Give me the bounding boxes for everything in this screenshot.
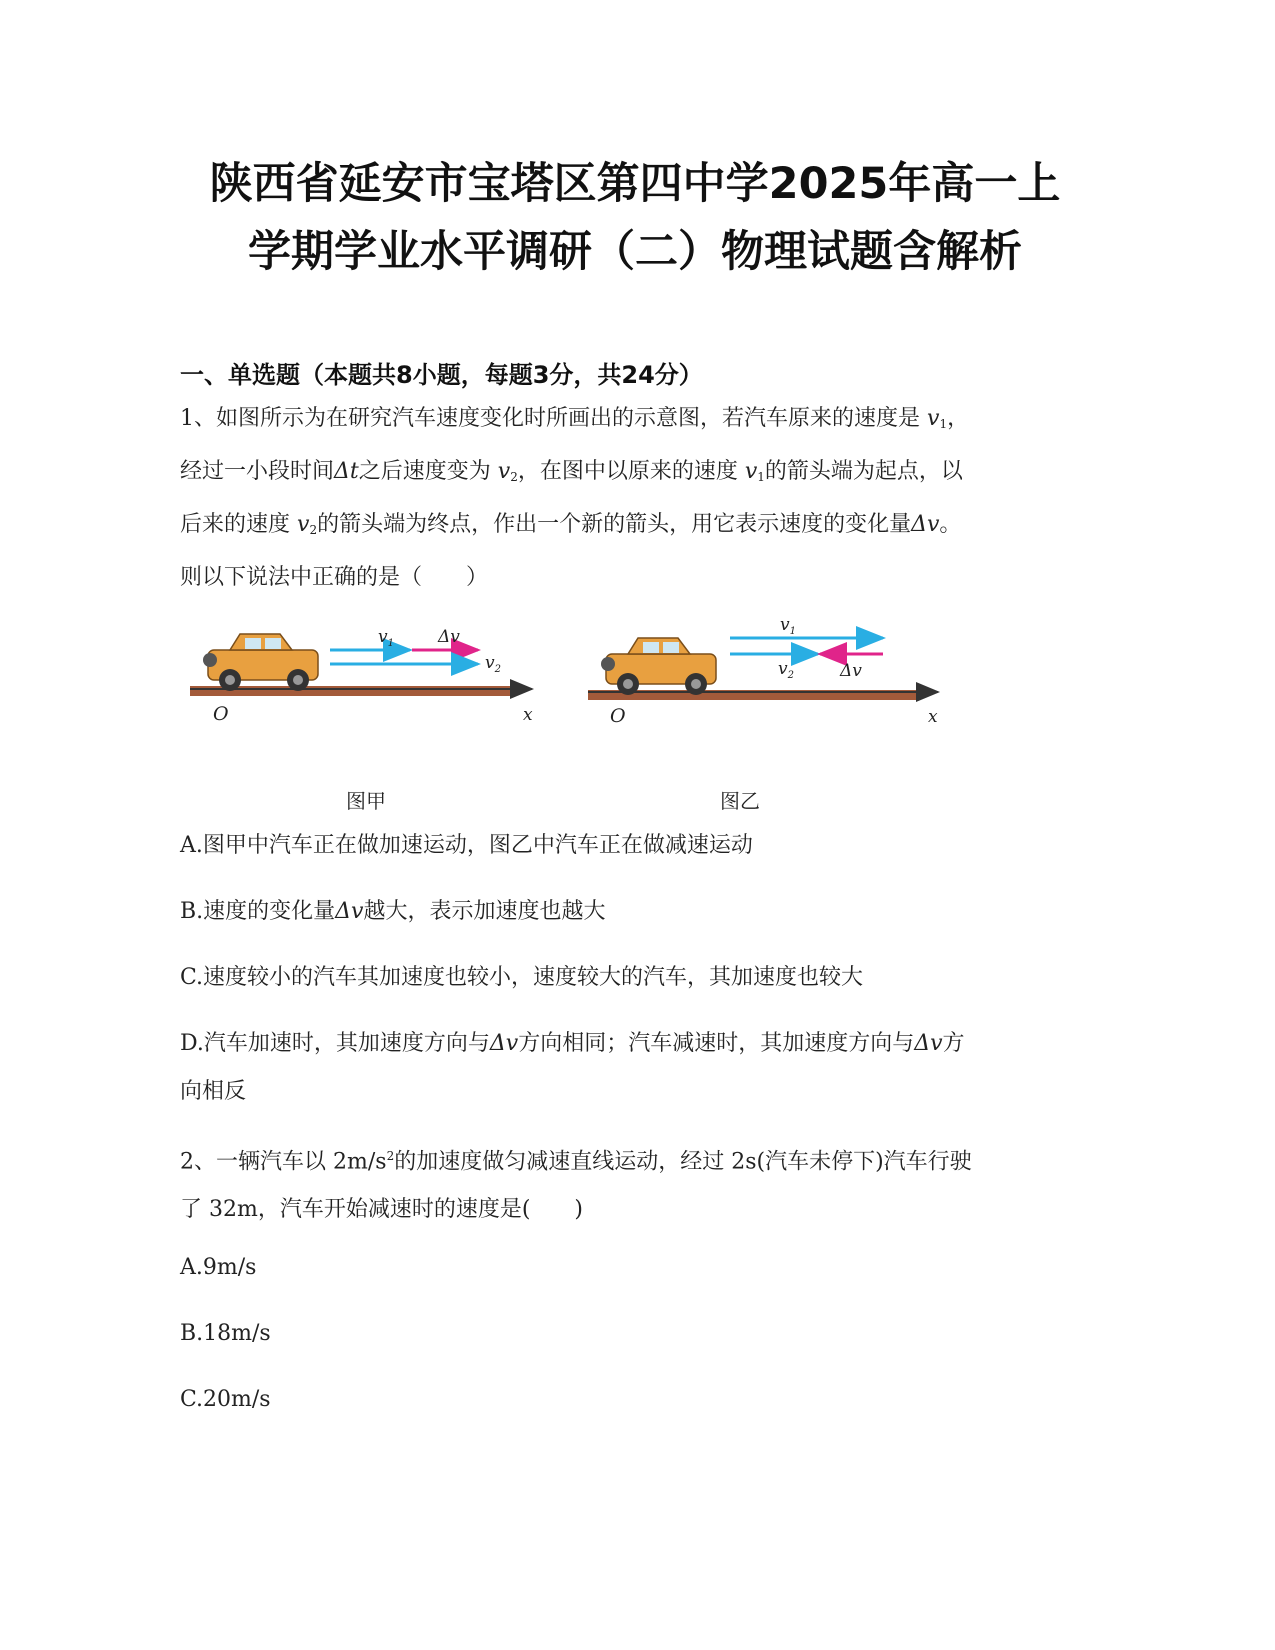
option-text: B.速度的变化量 (180, 899, 336, 924)
q1-text: 经过一小段时间 (180, 459, 335, 484)
option-text: 越大，表示加速度也越大 (363, 899, 606, 924)
q2-option-b: B.18m/s (180, 1321, 271, 1346)
title-line-1: 陕西省延安市宝塔区第四中学2025年高一上 (209, 159, 1061, 209)
q1-option-a: A.图甲中汽车正在做加速运动，图乙中汽车正在做减速运动 (180, 833, 753, 858)
q1-delta-v: Δv (911, 512, 940, 537)
q1-sub: 2 (510, 470, 518, 484)
q2-option-a: A.9m/s (180, 1255, 257, 1280)
axis-label-b: x (928, 707, 938, 727)
q1-text: 后来的速度 (180, 512, 297, 537)
option-text: D.汽车加速时，其加速度方向与 (180, 1031, 490, 1056)
document-title (180, 150, 1090, 286)
q1-line-2 (180, 448, 1090, 501)
q1-option-c: C.速度较小的汽车其加速度也较小，速度较大的汽车，其加速度也较大 (180, 965, 864, 990)
option-d-line-2: 向相反 (180, 1079, 247, 1104)
q1-option-d (180, 1020, 1090, 1116)
figure-a (190, 627, 533, 725)
v1-label-a: $v_1$ (378, 627, 394, 649)
q1-var-v1: v (927, 406, 940, 431)
q1-sub: 1 (939, 417, 948, 431)
v2-label-b: $v_2$ (778, 659, 794, 681)
car-icon (203, 634, 318, 691)
car-icon (601, 638, 716, 695)
q1-sub: 2 (309, 523, 318, 537)
q1-line-1 (180, 395, 1090, 448)
delta-v: Δv (489, 1031, 519, 1056)
question-2-stem (180, 1132, 1090, 1234)
q2-superscript: 2 (386, 1149, 395, 1163)
figure-a-caption: 图甲 (346, 789, 386, 813)
q2-line-1 (180, 1132, 1090, 1186)
velocity-diagram (180, 610, 980, 810)
q2-option-c: C.20m/s (180, 1387, 271, 1412)
q2-text: 2、一辆汽车以 2m/s (180, 1149, 387, 1175)
q1-text: 。 (939, 512, 962, 537)
q2-line-2: 了 32m，汽车开始减速时的速度是( ) (180, 1197, 584, 1223)
q1-var-v2: v (497, 459, 511, 484)
q1-text: 之后速度变为 (358, 459, 498, 484)
option-text: 方向相同；汽车减速时，其加速度方向与 (518, 1031, 915, 1056)
q1-text: 的箭头端为起点，以 (764, 459, 963, 484)
option-d-line-1 (180, 1020, 1090, 1068)
q1-delta-t: Δt (334, 459, 359, 484)
v2-label-a: $v_2$ (485, 653, 501, 675)
q1-var-v1: v (744, 459, 758, 484)
figure-b (588, 615, 938, 727)
q1-text: ， (947, 406, 970, 431)
q1-text: ，在图中以原来的速度 (517, 459, 745, 484)
q1-line-3 (180, 501, 1090, 554)
option-text: 方 (942, 1031, 965, 1056)
origin-label-a: O (213, 703, 229, 725)
section-heading: 一、单选题（本题共8小题，每题3分，共24分） (180, 361, 703, 389)
figure-b-caption: 图乙 (720, 789, 760, 813)
dv-label-a: Δv (438, 627, 460, 647)
q1-var-v2: v (297, 512, 310, 537)
q2-text: 的加速度做匀减速直线运动，经过 2s(汽车未停下)汽车行驶 (394, 1149, 972, 1175)
origin-label-b: O (610, 705, 626, 727)
question-1-stem (180, 395, 1090, 602)
q1-sub: 1 (757, 470, 765, 484)
title-line-2: 学期学业水平调研（二）物理试题含解析 (248, 227, 1022, 277)
delta-v: Δv (914, 1031, 943, 1056)
v1-label-b: $v_1$ (780, 615, 796, 637)
delta-v: Δv (335, 899, 364, 924)
q1-line-4: 则以下说法中正确的是（ ） (180, 565, 489, 590)
axis-label-a: x (523, 705, 533, 725)
q1-option-b (180, 888, 1090, 936)
dv-label-b: Δv (840, 661, 862, 681)
q1-text: 的箭头端为终点，作出一个新的箭头，用它表示速度的变化量 (317, 512, 912, 537)
q1-text: 1、如图所示为在研究汽车速度变化时所画出的示意图，若汽车原来的速度是 (180, 406, 927, 431)
